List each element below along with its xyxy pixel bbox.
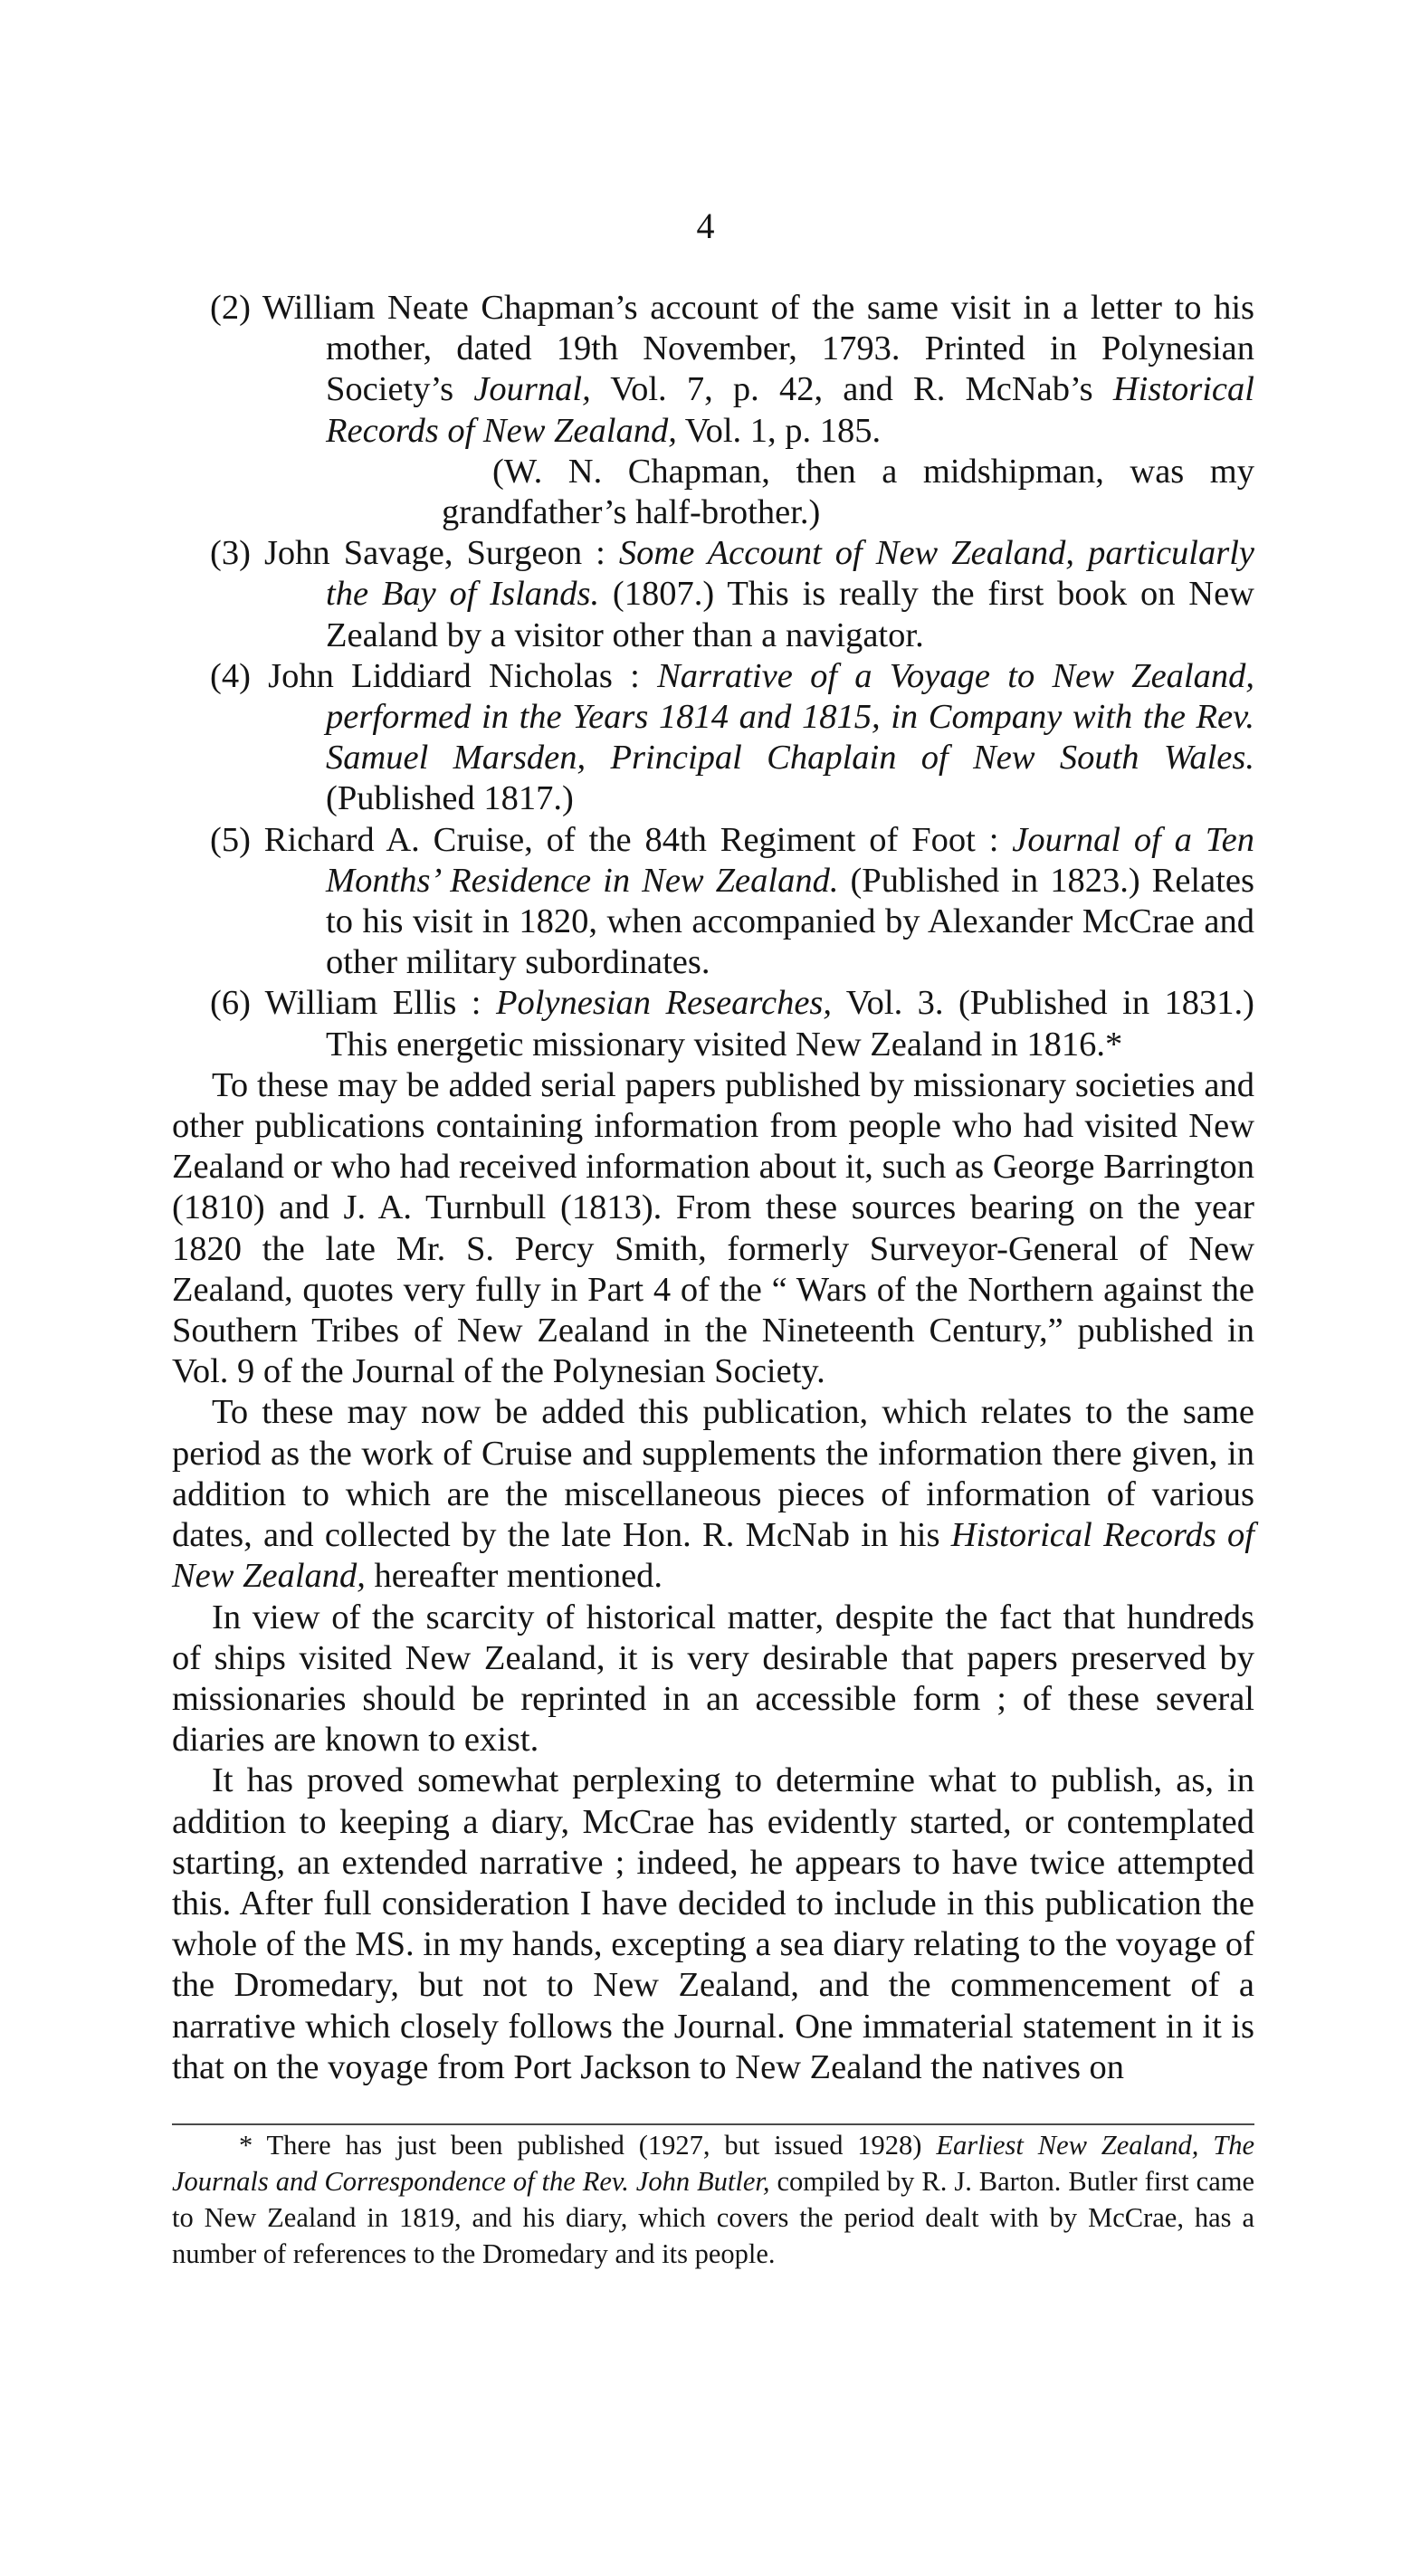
- reference-text: John Liddiard Nicholas : Narrative of a Voyage to New Zealand, performed in the Years 1814 and 1815, in Company with the Rev. Samuel Marsden, Principal Chaplain of New South Wales. (Published 1817.): [268, 656, 1254, 818]
- reference-note: (W. N. Chapman, then a midshipman, was my grandfather’s half-brother.): [442, 452, 1254, 532]
- page-number: 4: [696, 205, 715, 246]
- reference-label: (5): [210, 820, 251, 859]
- reference-item: [172, 533, 1254, 656]
- body-paragraph: To these may now be added this publication, which relates to the same period as the work of Cruise and supplements the information there given, in addition to which are the miscellaneous pieces of information of various dates, and collected by the late Hon. R. McNab in his Historical Records of New Zealand, hereafter mentioned.: [172, 1393, 1255, 1596]
- footnote: * There has just been published (1927, but issued 1928) Earliest New Zealand, The Journals and Correspondence of the Rev. John Butler, compiled by R. J. Barton. Butler first came to New Zealand in 1819, and his diary, which covers the period dealt with by McCrae, has a number of references to the Dromedary and its people.: [172, 2130, 1254, 2269]
- reference-text: William Neate Chapman’s account of the same visit in a letter to his mother, dated 19th November, 1793. Printed in Polynesian Society’s Journal, Vol. 7, p. 42, and R. McNab’s Historical Records of New Zealand, Vol. 1, p. 185.: [262, 289, 1254, 450]
- reference-text: John Savage, Surgeon : Some Account of New Zealand, particularly the Bay of Islands. (1807.) This is really the first book on New Zealand by a visitor other than a navigator.: [263, 534, 1255, 654]
- reference-text: William Ellis : Polynesian Researches, Vol. 3. (Published in 1831.) This energetic missionary visited New Zealand in 1816.*: [264, 984, 1254, 1064]
- reference-label: (4): [210, 656, 251, 695]
- reference-text: Richard A. Cruise, of the 84th Regiment of Foot : Journal of a Ten Months’ Residence in New Zealand. (Published in 1823.) Relates to his visit in 1820, when accompanied by Alexander McCrae and other military subordinates.: [263, 820, 1254, 982]
- reference-list: [172, 288, 1254, 1065]
- reference-item: [172, 983, 1254, 1064]
- body-paragraph: To these may be added serial papers published by missionary societies and other publications containing information from people who had visited New Zealand or who had received information about it, such as George Barrington (1810) and J. A. Turnbull (1813). From these sources bearing on the year 1820 the late Mr. S. Percy Smith, formerly Surveyor-General of New Zealand, quotes very fully in Part 4 of the “ Wars of the Northern against the Southern Tribes of New Zealand in the Nineteenth Century,” published in Vol. 9 of the Journal of the Polynesian Society.: [172, 1065, 1254, 1391]
- reference-label: (3): [210, 534, 251, 573]
- body-text: [172, 288, 1254, 2088]
- reference-item: [172, 656, 1254, 820]
- body-paragraph: In view of the scarcity of historical matter, despite the fact that hundreds of ships visited New Zealand, it is very desirable that papers preserved by missionaries should be reprinted in an accessible form ; of these several diaries are known to exist.: [172, 1598, 1254, 1760]
- reference-label: (6): [210, 984, 251, 1023]
- body-paragraph: It has proved somewhat perplexing to determine what to publish, as, in addition to keeping a diary, McCrae has evidently started, or contemplated starting, an extended narrative ; indeed, he appears to have twice attempted this. After full consideration I have decided to include in this publication the whole of the MS. in my hands, excepting a sea diary relating to the voyage of the Dromedary, but not to New Zealand, and the commencement of a narrative which closely follows the Journal. One immaterial statement in it is that on the voyage from Port Jackson to New Zealand the natives on: [172, 1761, 1254, 2086]
- footnote-divider: [172, 2123, 1254, 2125]
- reference-label: (2): [210, 289, 251, 327]
- reference-item: [172, 820, 1254, 984]
- reference-item: [172, 288, 1254, 533]
